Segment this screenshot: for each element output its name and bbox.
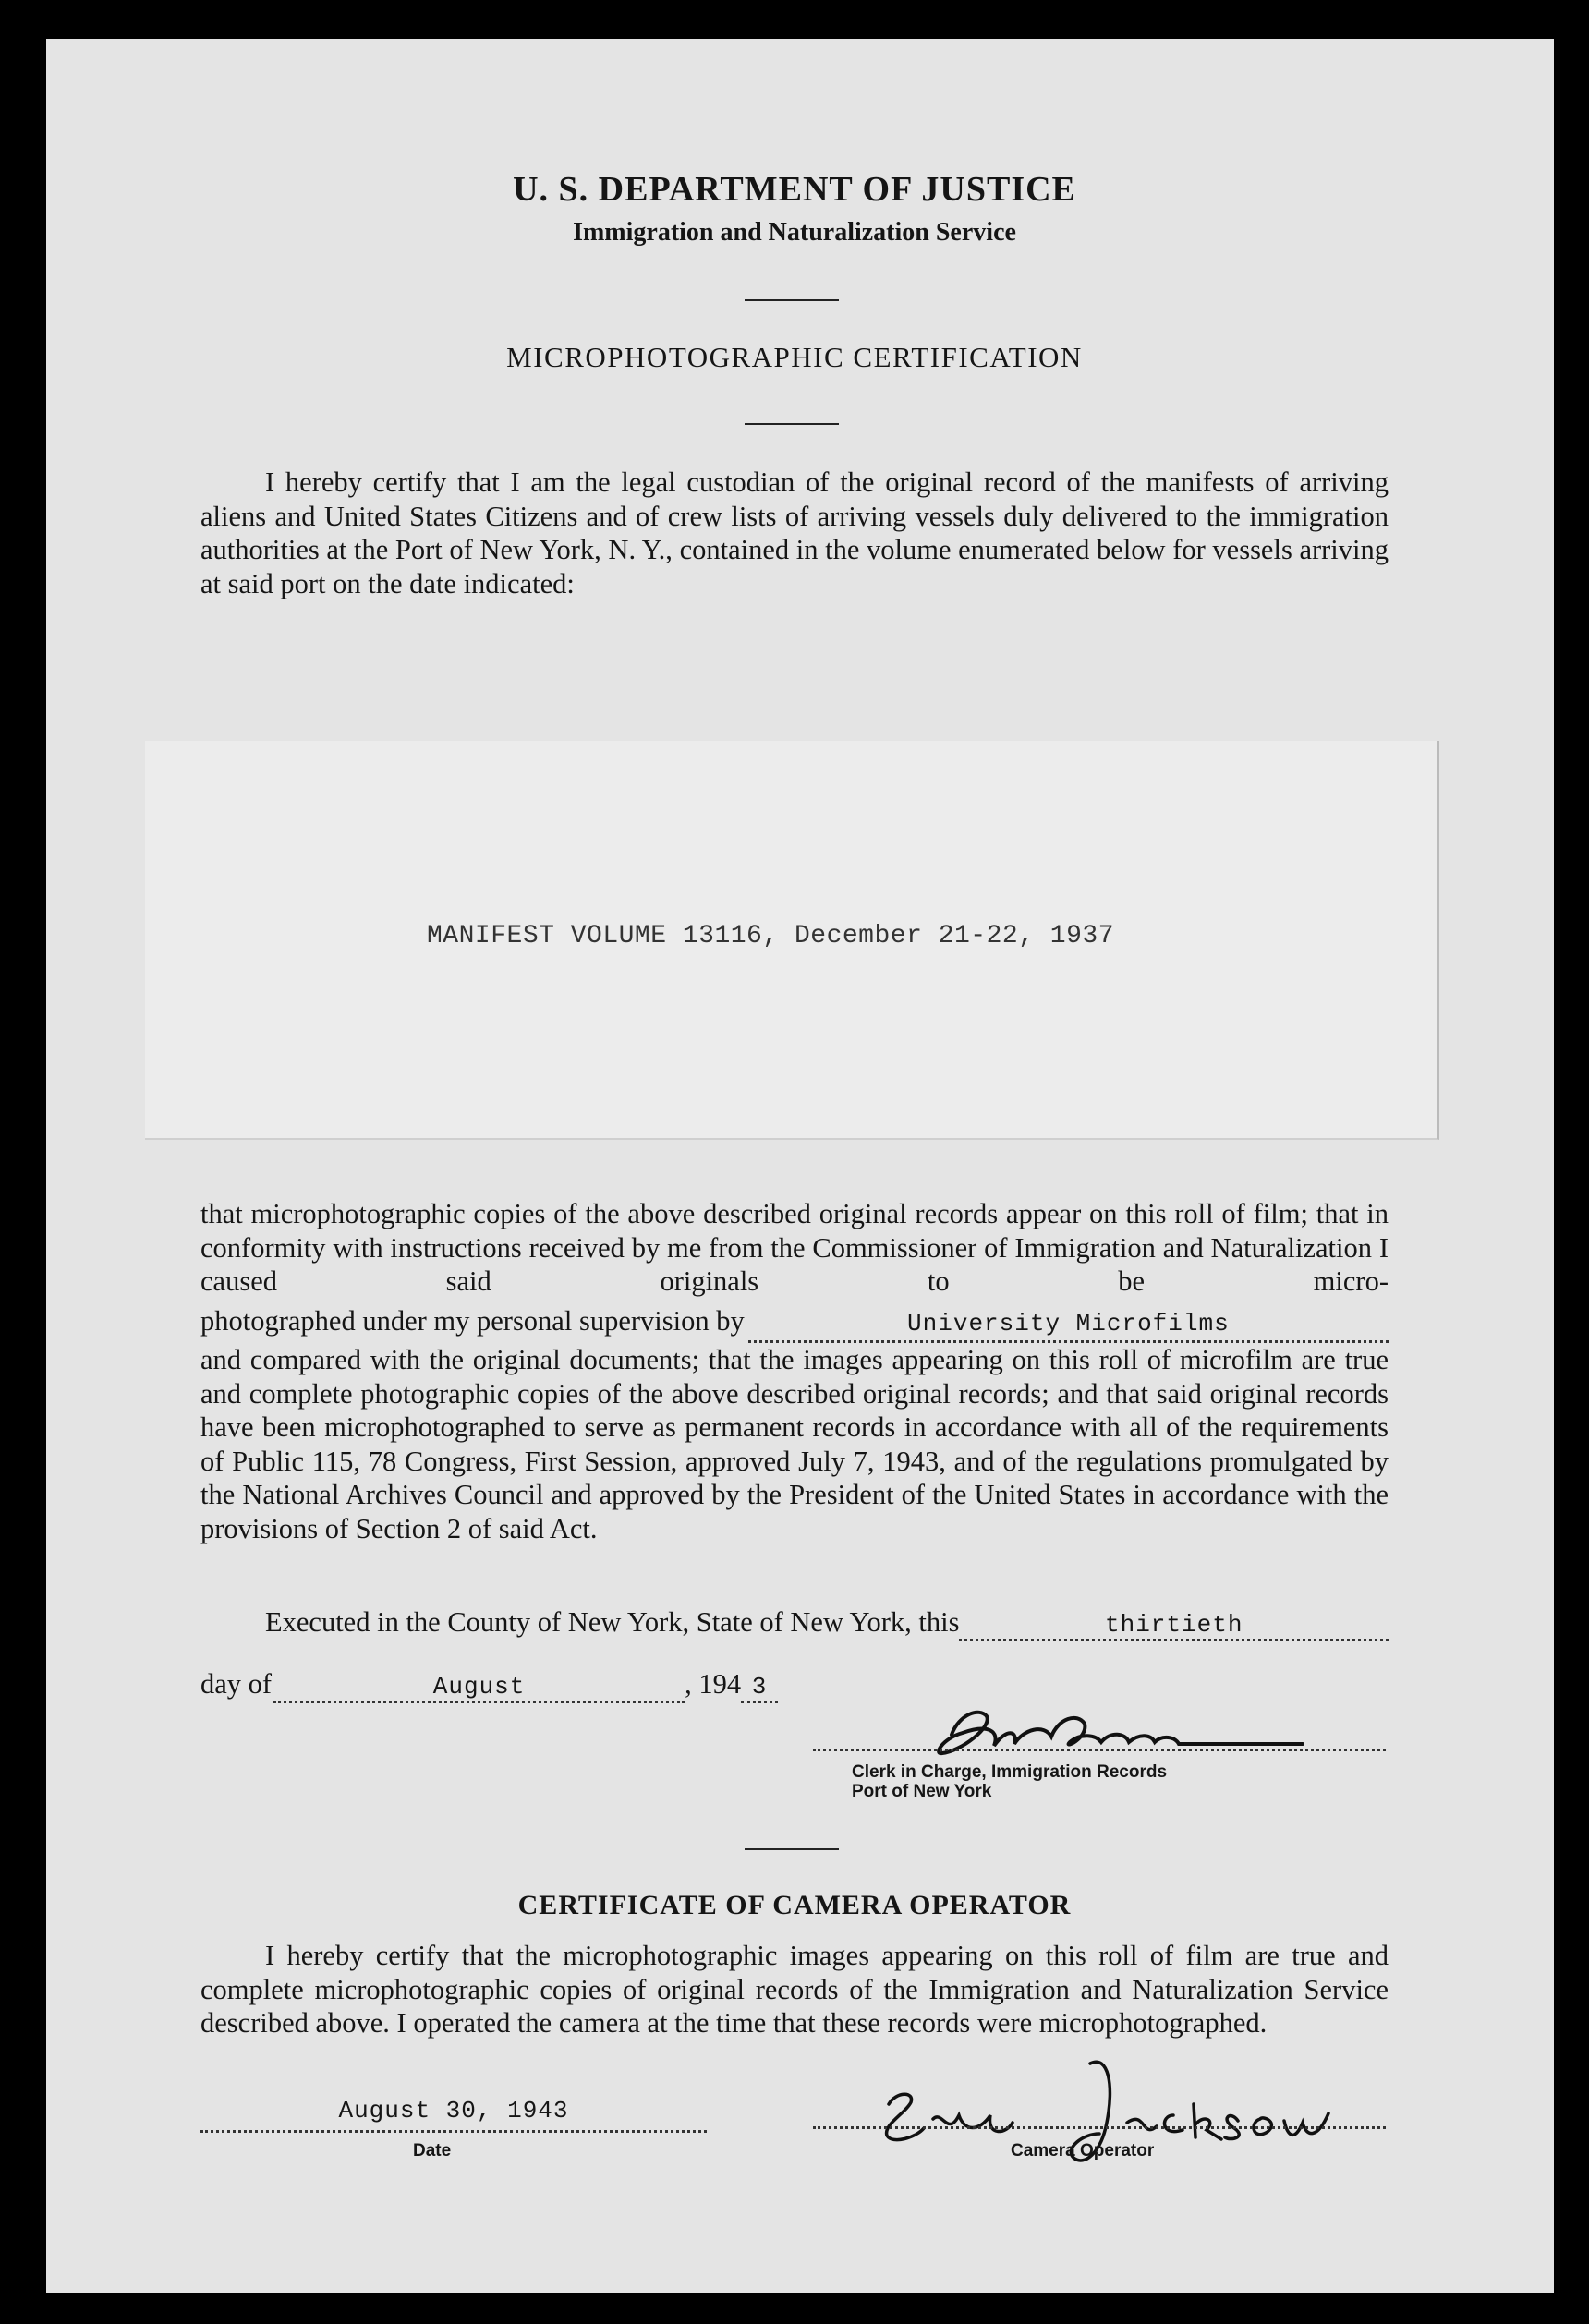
agency-heading: U. S. DEPARTMENT OF JUSTICE xyxy=(513,170,1076,209)
operator-signature-line xyxy=(813,2126,1386,2129)
day-field xyxy=(959,1606,1389,1641)
body-text-part1: that microphotographic copies of the above described original records appear on this roll of film; that in conformity with instructions received by me from the Commissioner of Immigration and Naturalization I caused said originals to be micro- xyxy=(200,1198,1389,1297)
day-of-label: day of xyxy=(200,1668,273,1700)
day-value: thirtieth xyxy=(1105,1611,1243,1639)
clerk-signature-line xyxy=(813,1749,1386,1751)
executed-prefix: Executed in the County of New York, State of New York, this xyxy=(265,1606,960,1638)
clerk-title-line2: Port of New York xyxy=(852,1782,992,1801)
divider-title xyxy=(745,423,839,425)
supervision-line xyxy=(200,1304,1389,1344)
camera-heading: CERTIFICATE OF CAMERA OPERATOR xyxy=(517,1890,1072,1920)
year-digit: 3 xyxy=(751,1673,768,1701)
month-value: August xyxy=(432,1673,526,1701)
manifest-volume: MANIFEST VOLUME 13116, December 21-22, 1937 xyxy=(427,922,1115,950)
year-field xyxy=(741,1668,778,1703)
year-prefix: , 194 xyxy=(685,1668,742,1700)
executed-line xyxy=(265,1606,1389,1641)
supervisor-field xyxy=(748,1304,1389,1344)
body-text-part2: and compared with the original documents; that the images appearing on this roll of microfilm are true and complete photographic copies of the above described original records; and that said original records have been microphotographed to serve as permanent records in accordance with all of the requirements of Public 115, 78 Congress, First Session, approved July 7, 1943, and of the regulations promulgated by the National Archives Council and approved by the President of the United States in accordance with the provisions of Section 2 of said Act. xyxy=(200,1344,1389,1544)
camera-paragraph xyxy=(200,1939,1389,2040)
day-of-line xyxy=(200,1668,778,1703)
date-field xyxy=(200,2097,707,2133)
clerk-title-line1: Clerk in Charge, Immigration Records xyxy=(852,1762,1168,1782)
operator-label: Camera Operator xyxy=(1011,2141,1155,2161)
service-subheading: Immigration and Naturalization Service xyxy=(573,218,1016,247)
month-field xyxy=(273,1668,685,1703)
body-paragraph xyxy=(200,1197,1389,1545)
divider-top xyxy=(745,299,839,301)
intro-paragraph xyxy=(200,466,1389,600)
camera-text: I hereby certify that the microphotographic images appearing on this roll of film are true and complete microphotographic copies of original records of the Immigration and Naturalization Service described above. I operated the camera at the time that these records were microphotographed. xyxy=(200,1940,1389,2039)
divider-camera xyxy=(745,1848,839,1850)
clerk-signature xyxy=(915,1687,1312,1770)
certification-title: MICROPHOTOGRAPHIC CERTIFICATION xyxy=(506,341,1083,373)
clerk-title xyxy=(852,1762,1167,1801)
intro-text: I hereby certify that I am the legal custodian of the original record of the manifests of arriving aliens and United States Citizens and of crew lists of arriving vessels duly delivered to the immigration authorities at the Port of New York, N. Y., contained in the volume enumerated below for vessels arriving at said port on the date indicated: xyxy=(200,466,1389,599)
date-label: Date xyxy=(413,2141,452,2161)
date-value: August 30, 1943 xyxy=(338,2097,569,2124)
supervisor-name: University Microfilms xyxy=(907,1309,1230,1338)
supervision-prefix: photographed under my personal supervision by xyxy=(200,1304,745,1337)
